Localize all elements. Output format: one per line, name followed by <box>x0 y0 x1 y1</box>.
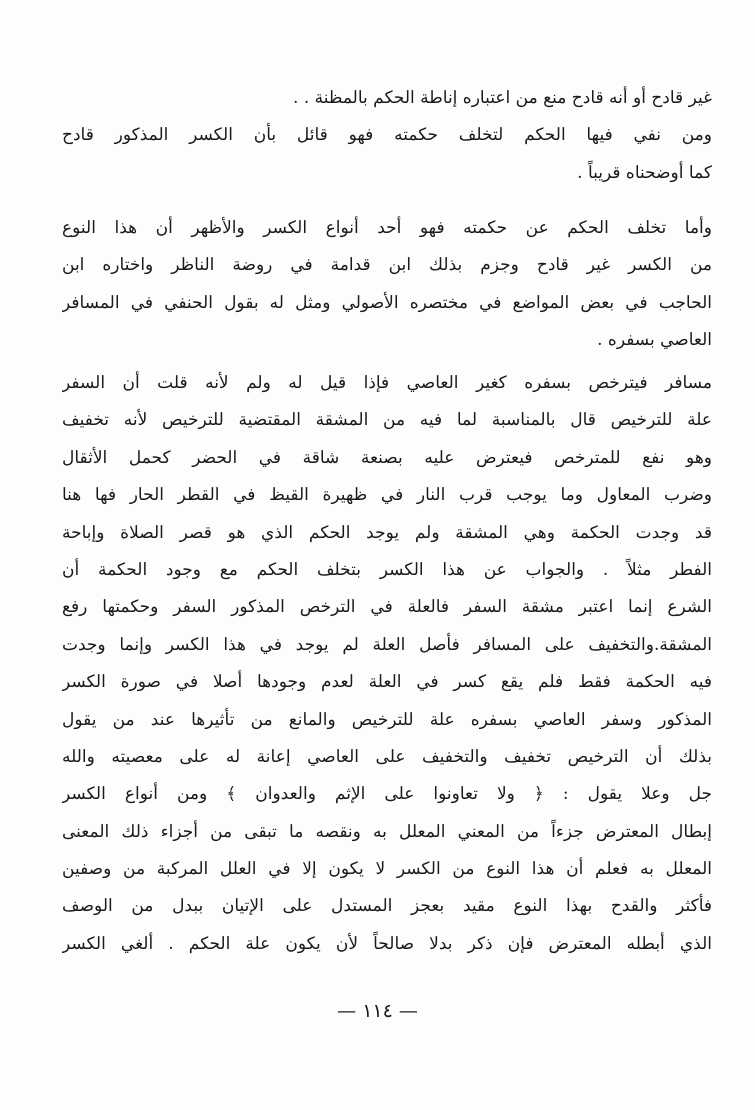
text-line: جل وعلا يقول : ﴿ ولا تعاونوا على الإثم والعدوان ﴾ ومن أنواع الكسر <box>62 784 712 805</box>
text-line: الفطر مثلاً . والجواب عن هذا الكسر بتخلف الحكم مع وجود الحكمة أن <box>62 559 712 580</box>
text-line: كما أوضحناه قريباً . <box>577 162 712 183</box>
text-line: فأكثر والقدح بهذا النوع مقيد بعجز المستدل على الإتيان ببدل من الوصف <box>62 896 712 917</box>
text-line: وهو نفع للمترخص فيعترض عليه بصنعة شاقة في الحضر كحمل الأثقال <box>62 447 712 468</box>
text-line: علة للترخيص قال بالمناسبة لما فيه من المشقة المقتضية للترخيص لأنه تخفيف <box>62 410 712 431</box>
paragraph-3 <box>62 365 712 963</box>
text-line: الذي أبطله المعترض فإن ذكر بدلا صالحاً لأن يكون علة الحكم . ألغي الكسر <box>62 933 712 954</box>
text-line: مسافر فيترخص بسفره كغير العاصي فإذا قيل له ولم لأنه قلت أن السفر <box>62 373 712 393</box>
page-number: — ١١٤ — <box>337 1000 418 1022</box>
paragraph-1 <box>62 80 712 192</box>
text-line: قد وجدت الحكمة وهي المشقة ولم يوجد الحكم الذي هو قصر الصلاة وإباحة <box>62 522 712 543</box>
text-line: من الكسر غير قادح وجزم بذلك ابن قدامة في روضة الناظر واختاره ابن <box>62 255 712 276</box>
text-line: إبطال المعترض جزءاً من المعني المعلل به ونقصه ما تبقى من أجزاء ذلك المعنى <box>62 821 712 842</box>
text-line: المذكور وسفر العاصي بسفره علة للترخيص والمانع من تأثيرها عند من يقول <box>62 709 712 730</box>
text-line: ومن نفي فيها الحكم لتخلف حكمته فهو قائل بأن الكسر المذكور قادح <box>62 125 712 146</box>
text-line: فيه الحكمة فقط فلم يقع كسر في العلة لعدم وجودها أصلا في صورة الكسر <box>62 672 712 693</box>
text-line: المشقة.والتخفيف على المسافر فأصل العلة لم يوجد في هذا الكسر وإنما وجدت <box>62 634 712 655</box>
text-line: بذلك أن الترخيص تخفيف والتخفيف على العاصي إعانة له على معصيته والله <box>62 746 712 767</box>
paragraph-2 <box>62 210 712 360</box>
text-line: العاصي بسفره . <box>597 330 712 351</box>
text-line: الشرع إنما اعتبر مشقة السفر فالعلة في الترخص المذكور السفر وحكمتها رفع <box>62 597 712 618</box>
text-line: وضرب المعاول وما يوجب قرب النار في ظهيرة القيظ في القطر الحار فها هنا <box>62 485 712 506</box>
text-line: المعلل به فعلم أن هذا النوع من الكسر لا يكون إلا في العلل المركبة من وصفين <box>62 859 712 880</box>
text-line: الحاجب في بعض المواضع في مختصره الأصولي ومثل له بقول الحنفي في المسافر <box>62 292 712 313</box>
text-line: وأما تخلف الحكم عن حكمته فهو أحد أنواع الكسر والأظهر أن هذا النوع <box>62 218 712 238</box>
text-line: غير قادح أو أنه قادح منع من اعتباره إناطة الحكم بالمظنة . . <box>293 88 712 108</box>
